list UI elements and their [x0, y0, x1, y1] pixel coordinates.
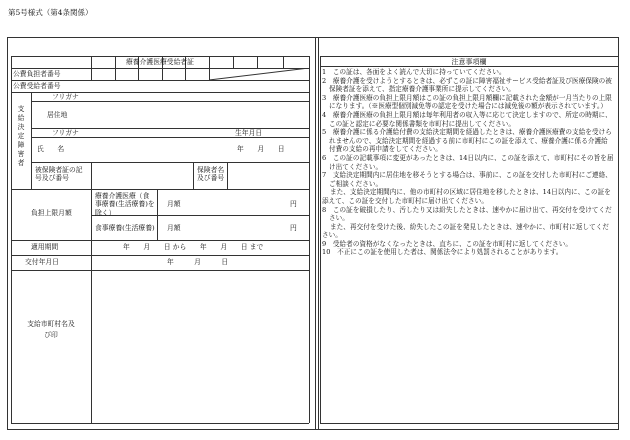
note-item: 5 療養介護に係る介護給付費の支給決定期間を経過したときは、療養介護医療費の支給を受けられませんので、支給決定期間を経過する前に市町村にこの証を添えて、療養介護に係る介護給付費の支給の再申請をしてください。	[322, 128, 612, 154]
grid-line	[11, 80, 309, 81]
grid-line	[11, 255, 309, 256]
recipient-number-label: 公費受給者番号	[13, 82, 61, 90]
grid-line	[31, 92, 32, 189]
grid-line	[309, 56, 310, 423]
grid-line	[157, 189, 158, 240]
note-item: 6 この証の記載事項に変更があったときは、14日以内に、この証を添えて、市町村にその旨を届け出てください。	[322, 153, 614, 171]
note-item: 10 不正にこの証を使用した者は、関係法令により処罰されることがあります。	[322, 248, 563, 257]
grid-line	[618, 56, 619, 423]
note-item: 2 療養介護を受けようとするときは、必ずこの証に障害福祉サービス受給者証及び医療保険の被保険者証を添えて、指定療養介護事業所に提示してください。	[322, 76, 612, 94]
grid-line	[91, 162, 92, 270]
limit-label: 負担上限月額	[31, 209, 72, 217]
grid-line	[320, 423, 618, 424]
notes-list	[322, 68, 614, 257]
note-item: また、再交付を受けた後、紛失したこの証を発見したときは、速やかに、市町村に返してください。	[322, 222, 610, 240]
limit-meal-label: 食事療養(生活療養)	[95, 224, 155, 232]
monthly-amount-label-2: 月額	[167, 224, 181, 232]
note-item: 1 この証は、各面をよく読んで大切に持っていてください。	[322, 68, 506, 76]
municipality-label: 支給市町村名及び印	[27, 320, 75, 339]
address-label: 居住地	[47, 111, 68, 119]
grid-line	[91, 270, 92, 423]
monthly-amount-label: 月額	[167, 200, 181, 208]
issue-date-label: 交付年月日	[25, 258, 59, 266]
grid-line	[320, 56, 321, 423]
period-label: 適用期間	[31, 243, 59, 251]
note-item: 3 療養介護医療の負担上限月額はこの証の負担上限月額欄に記載された金額が一月当たりの上限になります。（※医療型個別減免等の認定を受けた場合には減免後の額が表示されています。）	[322, 93, 612, 111]
note-item: 8 この証を破損したり、汚したり又は紛失したときは、速やかに届け出て、再交付を受けてください。	[322, 205, 612, 223]
note-item: また、支給決定期間内に、他の市町村の区域に居住地を移したときは、14日以内に、この証を添えて、この証を交付した市町村に届け出てください。	[322, 188, 611, 205]
payer-number-label: 公費負担者番号	[13, 70, 61, 78]
center-divider	[315, 37, 319, 430]
grid-line	[11, 423, 309, 424]
issue-date-value: 年 月 日	[167, 258, 229, 266]
grid-line	[11, 56, 309, 57]
insured-symbol-label: 被保険者証の記号及び番号	[35, 166, 83, 183]
notes-title: 注意事項欄	[451, 58, 487, 66]
furigana-label: フリガナ	[52, 93, 79, 101]
digit-divider	[185, 68, 186, 80]
birthdate-label: 生年月日	[235, 129, 263, 137]
note-item: 9 受給者の資格がなくなったときは、直ちに、この証を市町村に返してください。	[322, 239, 573, 248]
grid-line	[11, 189, 309, 190]
digit-divider	[115, 68, 116, 80]
insurer-label: 保険者名及び番号	[197, 166, 225, 183]
grid-line	[11, 240, 309, 241]
birthdate-value: 年 月 日	[237, 145, 285, 153]
digit-divider	[138, 68, 139, 80]
furigana-label-2: フリガナ	[52, 129, 79, 137]
note-item: 7 支給決定期間内に居住地を移そうとする場合は、事前に、この証を交付した市町村にご連絡、ご相談ください。	[322, 171, 612, 188]
grid-line	[31, 162, 309, 163]
grid-line	[11, 56, 12, 423]
name-label: 氏 名	[37, 145, 65, 153]
grid-line	[193, 162, 194, 189]
yen-label: 円	[290, 200, 297, 208]
digit-divider	[162, 68, 163, 80]
grid-line	[227, 162, 228, 189]
limit-medical-label: 療養介護医療（食事療養(生活療養)を除く）	[95, 192, 155, 217]
note-item: 4 療養介護医療の負担上限月額は毎年利用者の収入等に応じて決定しますので、所定の時期に、この証と認定に必要な関係書類を市町村に提出してください。	[322, 110, 612, 128]
recipient-section-label: 支給決定障害者	[17, 105, 25, 167]
grid-line	[11, 270, 309, 271]
form-label: 第5号様式（第4条関係）	[8, 8, 93, 17]
yen-label-2: 円	[290, 224, 297, 232]
period-value: 年 月 日 から 年 月 日 まで	[123, 243, 264, 251]
certificate-title: 療養介護医療受給者証	[126, 58, 194, 66]
diagonal-line	[209, 68, 309, 80]
